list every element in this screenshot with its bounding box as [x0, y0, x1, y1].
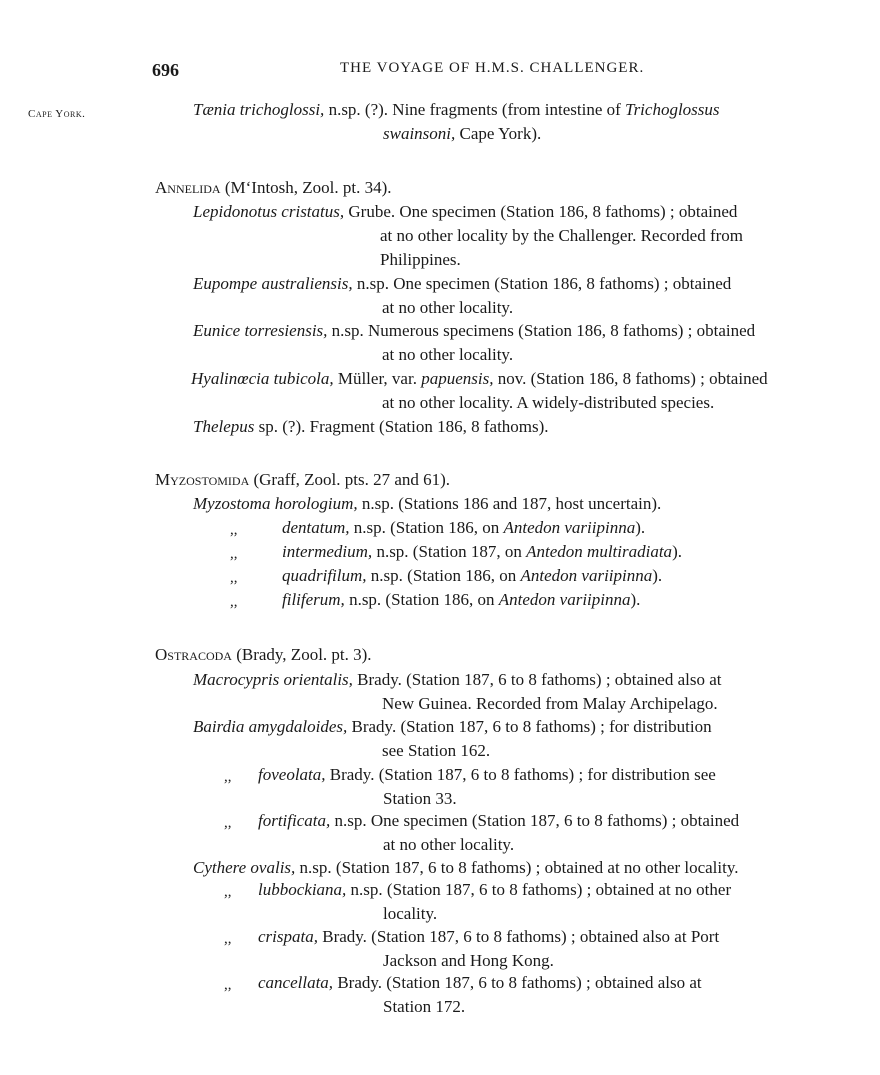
continuation-line: Station 33.: [383, 789, 457, 808]
continuation-line: New Guinea. Recorded from Malay Archipelago.: [382, 694, 718, 713]
entry-line: crispata, Brady. (Station 187, 6 to 8 fathoms) ; obtained also at Port: [258, 927, 720, 946]
taxon-name: Hyalinœcia tubicola,: [191, 369, 334, 388]
continuation-line: at no other locality.: [383, 835, 515, 854]
section-heading-annelida: Annelida (M‘Intosh, Zool. pt. 34).: [155, 178, 392, 197]
entry-line: Lepidonotus cristatus, Grube. One specimen (Station 186, 8 fathoms) ; obtained: [193, 202, 738, 221]
taenia-line-2: [383, 124, 541, 144]
taxon-name: fortificata,: [258, 811, 331, 830]
entry-line: cancellata, Brady. (Station 187, 6 to 8 fathoms) ; obtained also at: [258, 973, 702, 992]
continuation-line: at no other locality.: [382, 298, 514, 317]
running-title: THE VOYAGE OF H.M.S. CHALLENGER.: [340, 60, 645, 76]
taxon-name: quadrifilum,: [282, 566, 367, 585]
ditto-mark: ,,: [230, 594, 238, 610]
host-name: Antedon variipinna: [498, 590, 631, 609]
taxon-name: filiferum,: [282, 590, 345, 609]
entry-line: Myzostoma horologium, n.sp. (Stations 186 and 187, host uncertain).: [193, 494, 662, 513]
taxon-name: Bairdia amygdaloides,: [193, 717, 348, 736]
taxon-name: Macrocypris orientalis,: [193, 670, 353, 689]
ditto-mark: ,,: [230, 570, 238, 586]
entry-line: quadrifilum, n.sp. (Station 186, on Antedon variipinna).: [282, 566, 663, 585]
entry-line: Cythere ovalis, n.sp. (Station 187, 6 to 8 fathoms) ; obtained at no other locality.: [193, 858, 739, 877]
ditto-mark: ,,: [224, 977, 232, 993]
taxon-name: Thelepus: [193, 417, 255, 436]
ditto-mark: ,,: [230, 546, 238, 562]
entry-line: Eupompe australiensis, n.sp. One specimen (Station 186, 8 fathoms) ; obtained: [193, 274, 732, 293]
continuation-line: at no other locality. A widely-distributed species.: [382, 393, 715, 412]
taenia-line-1: [193, 100, 720, 120]
entry-line: Hyalinœcia tubicola, Müller, var. papuensis, nov. (Station 186, 8 fathoms) ; obtained: [191, 369, 768, 388]
host-name: swainsoni,: [383, 124, 456, 143]
continuation-line: at no other locality.: [382, 345, 514, 364]
taxon-name: Myzostoma horologium,: [193, 494, 358, 513]
taxon-name: Lepidonotus cristatus,: [193, 202, 345, 221]
variety-name: papuensis,: [421, 369, 494, 388]
ditto-mark: ,,: [224, 931, 232, 947]
entry-line: Thelepus sp. (?). Fragment (Station 186, 8 fathoms).: [193, 417, 549, 436]
page-number: 696: [152, 60, 179, 80]
entry-line: Macrocypris orientalis, Brady. (Station 187, 6 to 8 fathoms) ; obtained also at: [193, 670, 722, 689]
entry-line: dentatum, n.sp. (Station 186, on Antedon variipinna).: [282, 518, 646, 537]
ditto-mark: ,,: [230, 522, 238, 538]
entry-text: n.sp. (?). Nine fragments (from intestine of: [324, 100, 626, 119]
entry-text: Cape York).: [455, 124, 542, 143]
taxon-name: foveolata,: [258, 765, 326, 784]
continuation-line: Station 172.: [383, 997, 466, 1016]
continuation-line: Philippines.: [380, 250, 461, 269]
entry-line: foveolata, Brady. (Station 187, 6 to 8 fathoms) ; for distribution see: [258, 765, 716, 784]
entry-line: fortificata, n.sp. One specimen (Station 187, 6 to 8 fathoms) ; obtained: [258, 811, 740, 830]
continuation-line: see Station 162.: [382, 741, 491, 760]
taxon-name: intermedium,: [282, 542, 373, 561]
continuation-line: at no other locality by the Challenger. Recorded from: [380, 226, 744, 245]
ditto-mark: ,,: [224, 815, 232, 831]
margin-note: Cape York.: [28, 108, 86, 120]
taxon-name: Cythere ovalis,: [193, 858, 296, 877]
host-name: Antedon variipinna: [520, 566, 653, 585]
host-name: Antedon variipinna: [503, 518, 636, 537]
continuation-line: Jackson and Hong Kong.: [383, 951, 554, 970]
ditto-mark: ,,: [224, 884, 232, 900]
taxon-name: Eupompe australiensis,: [193, 274, 353, 293]
entry-line: Bairdia amygdaloides, Brady. (Station 187, 6 to 8 fathoms) ; for distribution: [193, 717, 712, 736]
entry-line: filiferum, n.sp. (Station 186, on Antedon variipinna).: [282, 590, 641, 609]
section-heading-ostracoda: Ostracoda (Brady, Zool. pt. 3).: [155, 645, 372, 664]
taxon-name: Tænia trichoglossi,: [193, 100, 325, 119]
taxon-name: lubbockiana,: [258, 880, 347, 899]
entry-line: intermedium, n.sp. (Station 187, on Antedon multiradiata).: [282, 542, 682, 561]
host-name: Antedon multiradiata: [526, 542, 673, 561]
host-name: Trichoglossus: [625, 100, 720, 119]
taxon-name: dentatum,: [282, 518, 350, 537]
taxon-name: crispata,: [258, 927, 318, 946]
entry-line: lubbockiana, n.sp. (Station 187, 6 to 8 fathoms) ; obtained at no other: [258, 880, 732, 899]
taxon-name: cancellata,: [258, 973, 334, 992]
taxon-name: Eunice torresiensis,: [193, 321, 328, 340]
continuation-line: locality.: [383, 904, 438, 923]
ditto-mark: ,,: [224, 769, 232, 785]
section-heading-myzostomida: Myzostomida (Graff, Zool. pts. 27 and 61).: [155, 470, 451, 489]
entry-line: Eunice torresiensis, n.sp. Numerous specimens (Station 186, 8 fathoms) ; obtained: [193, 321, 756, 340]
